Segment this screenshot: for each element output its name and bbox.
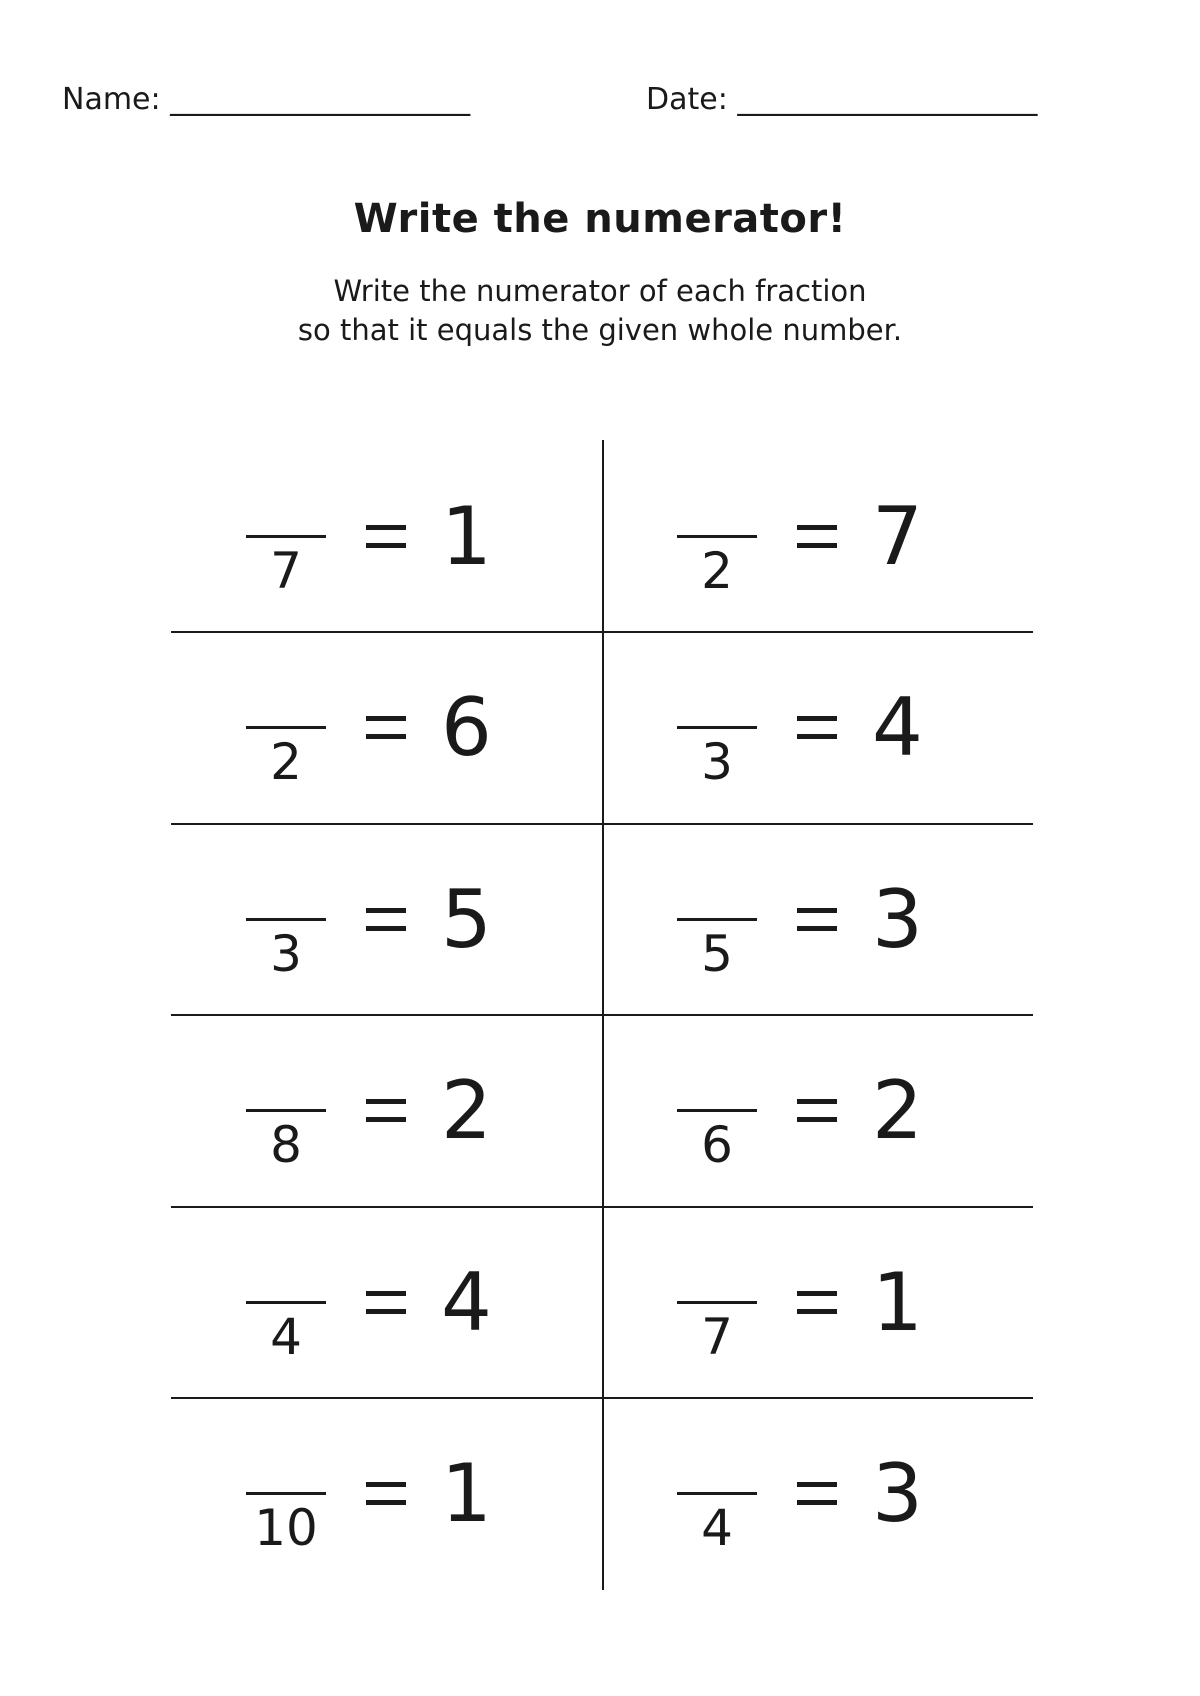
fraction (677, 535, 757, 600)
fraction (246, 1301, 326, 1366)
fraction (246, 1109, 326, 1174)
whole-number: 7 (872, 490, 923, 583)
whole-number: 5 (441, 873, 492, 966)
numerator-blank[interactable] (246, 1492, 326, 1495)
equals-sign (366, 1291, 414, 1327)
fraction (677, 726, 757, 791)
problem-cell (602, 631, 1033, 822)
problem-cell (171, 823, 602, 1014)
numerator-blank[interactable] (677, 1492, 757, 1495)
whole-number: 4 (872, 681, 923, 774)
denominator: 7 (270, 542, 302, 600)
denominator: 2 (270, 733, 302, 791)
denominator: 3 (270, 925, 302, 983)
numerator-blank[interactable] (677, 918, 757, 921)
problem-cell (602, 440, 1033, 631)
denominator: 10 (254, 1499, 318, 1557)
problem-cell (171, 1206, 602, 1397)
instructions-line-2: so that it equals the given whole number. (297, 313, 903, 347)
denominator: 4 (701, 1499, 733, 1557)
problem-cell (602, 1206, 1033, 1397)
equals-sign (797, 716, 845, 752)
problem-grid (171, 440, 1033, 1590)
equals-sign (366, 1482, 414, 1518)
equals-sign (797, 1099, 845, 1135)
page-title: Write the numerator! (353, 196, 847, 242)
denominator: 6 (701, 1116, 733, 1174)
numerator-blank[interactable] (246, 535, 326, 538)
numerator-blank[interactable] (246, 918, 326, 921)
fraction (246, 535, 326, 600)
whole-number: 4 (441, 1256, 492, 1349)
whole-number: 1 (441, 490, 492, 583)
denominator: 7 (701, 1308, 733, 1366)
denominator: 5 (701, 925, 733, 983)
equals-sign (366, 908, 414, 944)
equals-sign (797, 908, 845, 944)
whole-number: 2 (872, 1064, 923, 1157)
equals-sign (797, 1482, 845, 1518)
numerator-blank[interactable] (677, 726, 757, 729)
denominator: 2 (701, 542, 733, 600)
denominator: 3 (701, 733, 733, 791)
problem-cell (171, 631, 602, 822)
fraction (677, 1109, 757, 1174)
numerator-blank[interactable] (246, 1301, 326, 1304)
numerator-blank[interactable] (677, 1301, 757, 1304)
numerator-blank[interactable] (246, 726, 326, 729)
whole-number: 6 (441, 681, 492, 774)
numerator-blank[interactable] (677, 535, 757, 538)
numerator-blank[interactable] (677, 1109, 757, 1112)
fraction (246, 1492, 326, 1557)
denominator: 4 (270, 1308, 302, 1366)
instructions (0, 272, 1200, 350)
whole-number: 3 (872, 873, 923, 966)
problem-cell (602, 823, 1033, 1014)
instructions-line-1: Write the numerator of each fraction (333, 274, 867, 308)
denominator: 8 (270, 1116, 302, 1174)
equals-sign (797, 1291, 845, 1327)
problem-cell (602, 1397, 1033, 1588)
problem-cell (171, 440, 602, 631)
numerator-blank[interactable] (246, 1109, 326, 1112)
equals-sign (797, 525, 845, 561)
date-field[interactable]: Date: ____________________ (646, 82, 1038, 117)
fraction (246, 918, 326, 983)
equals-sign (366, 1099, 414, 1135)
name-field[interactable]: Name: ____________________ (62, 82, 471, 117)
equals-sign (366, 716, 414, 752)
equals-sign (366, 525, 414, 561)
whole-number: 2 (441, 1064, 492, 1157)
problem-cell (171, 1397, 602, 1588)
fraction (677, 918, 757, 983)
fraction (677, 1301, 757, 1366)
problem-cell (171, 1014, 602, 1205)
whole-number: 3 (872, 1447, 923, 1540)
fraction (677, 1492, 757, 1557)
whole-number: 1 (872, 1256, 923, 1349)
fraction (246, 726, 326, 791)
problem-cell (602, 1014, 1033, 1205)
whole-number: 1 (441, 1447, 492, 1540)
